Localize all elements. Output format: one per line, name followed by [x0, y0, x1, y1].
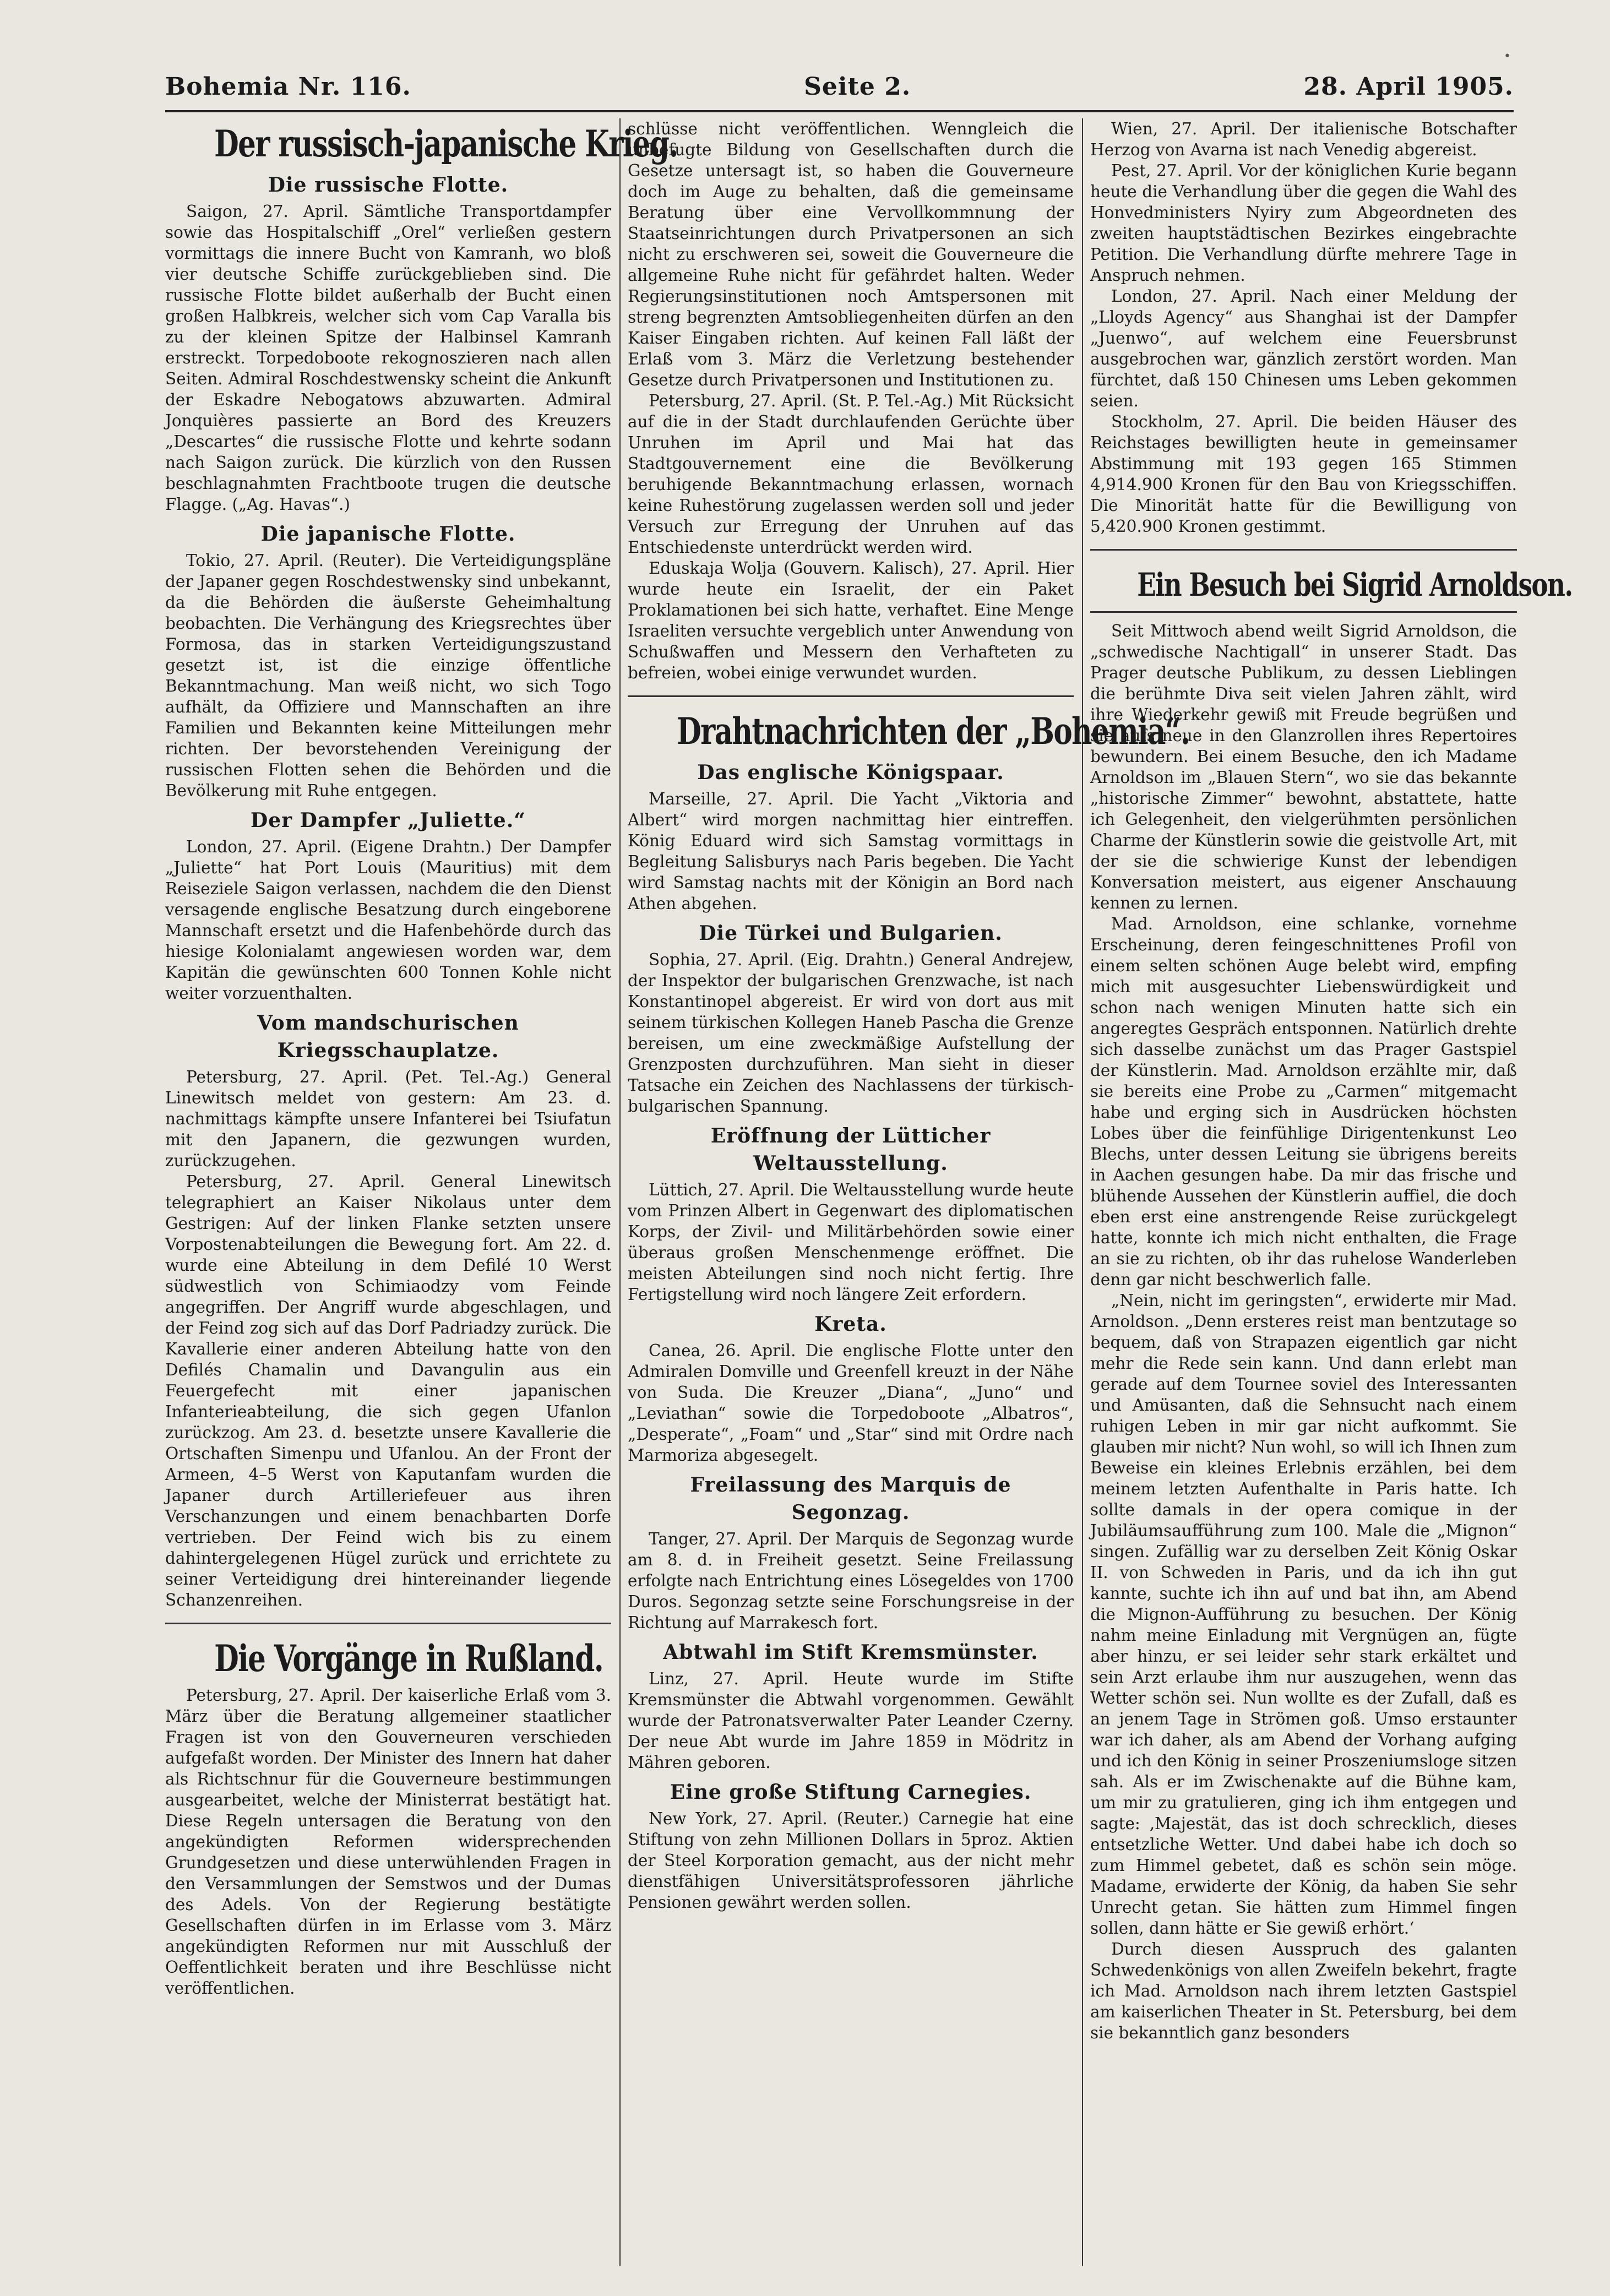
article-paragraph: Canea, 26. April. Die englische Flotte unter den Admiralen Domville und Greenfell kreuzt in der Nähe von Suda. Die Kreuzer „Diana“, „Juno“ und „Leviathan“ sowie die Torpedoboote „Albatros“, „Desperate“, „Foam“ und „Star“ sind mit Ordre nach Marmoriza abgesegelt.: [628, 1341, 1074, 1465]
header-page-number: Seite 2.: [804, 73, 911, 101]
article-separator: [1090, 549, 1517, 551]
article-separator: [1090, 611, 1517, 613]
article-paragraph: Petersburg, 27. April. (Pet. Tel.-Ag.) General Linewitsch meldet von gestern: Am 23. d. nachmittags kämpfte unsere Infanterei bei Tsiufatun mit den Japanern, die gezwungen wurden, zurückzugehen.: [165, 1068, 611, 1170]
article-paragraph: Sophia, 27. April. (Eig. Drahtn.) General Andrejew, der Inspektor der bulgarischen Grenzwache, ist nach Konstantinopel abgereist. Er wird von dort aus mit seinem türkischen Kollegen Haneb Pascha die Grenze bereisen, um eine zweckmäßige Aufstellung der Grenzposten durchzuführen. Man sieht in dieser Tatsache ein Zeichen des Nachlassens der türkisch-bulgarischen Spannung.: [628, 950, 1074, 1116]
article-paragraph: Petersburg, 27. April. (St. P. Tel.-Ag.) Mit Rücksicht auf die in der Stadt durchlaufenden Gerüchte über Unruhen im April und Mai hat das Stadtgouvernement eine die Bevölkerung beruhigende Bekanntmachung erlassen, wornach keine Ruhestörung zugelassen werden soll und jeder Versuch zur Erregung der Unruhen auf das Entschiedenste unterdrückt werden wird.: [628, 391, 1074, 557]
article-paragraph: Lüttich, 27. April. Die Weltausstellung wurde heute vom Prinzen Albert in Gegenwart des diplomatischen Korps, der Zivil- und Militärbehörden sowie einer überaus großen Menschenmenge eröffnet. Die meisten Abteilungen sind noch nicht fertig. Ihre Fertigstellung wird noch längere Zeit erfordern.: [628, 1180, 1074, 1304]
article-paragraph: Linz, 27. April. Heute wurde im Stifte Kremsmünster die Abtwahl vorgenommen. Gewählt wurde der Patronatsverwalter Pater Leander Czerny. Der neue Abt wurde im Jahre 1859 in Mödritz in Mähren geboren.: [628, 1669, 1074, 1772]
column-fade: [628, 2244, 1074, 2266]
article-paragraph: Tanger, 27. April. Der Marquis de Segonzag wurde am 8. d. in Freiheit gesetzt. Seine Freilassung erfolgte nach Entrichtung eines Lösegeldes von 1700 Duros. Segonzag setzte seine Forschungsreise in der Richtung auf Marrakesch fort.: [628, 1530, 1074, 1632]
article-paragraph: London, 27. April. Nach einer Meldung der „Lloyds Agency“ aus Shanghai ist der Dampfer „Juenwo“, auf welchem eine Feuersbrunst ausgebrochen war, gänzlich zerstört worden. Man fürchtet, daß 150 Chinesen ums Leben gekommen seien.: [1090, 287, 1517, 410]
article-paragraph: schlüsse nicht veröffentlichen. Wenngleich die unbefugte Bildung von Gesellschaften durch die Gesetze untersagt ist, so haben die Gouverneure doch im Auge zu behalten, daß die gemeinsame Beratung über eine Vervollkommnung der Staatseinrichtungen durch Privatpersonen an sich nicht zu erschweren sei, soweit die Gouverneure die allgemeine Ruhe nicht für gefährdet halten. Weder Regierungsinstitutionen noch Amtspersonen mit streng begrenzten Amtsobliegenheiten dürfen an den Kaiser Eingaben richten. Auf keinen Fall läßt der Erlaß vom 3. März die Verletzung bestehender Gesetze durch Privatpersonen und Institutionen zu.: [628, 119, 1074, 389]
column-1: [165, 118, 678, 2266]
header-rule: [165, 110, 1514, 112]
section-title: Abtwahl im Stift Kremsmünster.: [663, 1641, 1038, 1664]
article-title-telegrams: Drahtnachrichten der „Bohemia“.: [677, 710, 1190, 753]
page-header: [165, 66, 1514, 107]
article-separator: [628, 695, 1074, 697]
header-date: 28. April 1905.: [1303, 73, 1514, 101]
article-paragraph: Saigon, 27. April. Sämtliche Transportdampfer sowie das Hospitalschiff „Orel“ verließen gestern vormittags die innere Bucht von Kamranh, wo bloß vier deutsche Schiffe zurückgeblieben sind. Die russische Flotte bildet außerhalb der Bucht einen großen Halbkreis, welcher sich vom Cap Varalla bis zu der kleinen Spitze der Halbinsel Kamranh erstreckt. Torpedoboote rekognoszieren nach allen Seiten. Admiral Roschdestwensky scheint die Ankunft der Eskadre Nebogatows abzuwarten. Admiral Jonquières passierte an Bord des Kreuzers „Descartes“ die russische Flotte und kehrte sodann nach Saigon zurück. Die kürzlich von den Russen beschlagnahmten Frachtboote trugen die deutsche Flagge. („Ag. Havas“.): [165, 202, 611, 514]
article-title-russia: Die Vorgänge in Rußland.: [214, 1637, 603, 1680]
article-title-arnoldson: Ein Besuch bei Sigrid Arnoldson.: [1137, 566, 1573, 603]
section-title: Freilassung des Marquis de Segonzag.: [690, 1473, 1011, 1524]
section-title: Das englische Königspaar.: [697, 761, 1004, 784]
section-title: Kreta.: [814, 1313, 887, 1336]
article-paragraph: Eduskaja Wolja (Gouvern. Kalisch), 27. April. Hier wurde heute ein Israelit, der ein Paket Proklamationen bei sich hatte, verhaftet. Eine Menge Israeliten versuchte vergeblich unter Anwendung von Schußwaffen und Messern den Verhafteten zu befreien, wobei einige verwundet wurden.: [628, 559, 1074, 682]
column-2: [628, 118, 1190, 2266]
article-paragraph: „Nein, nicht im geringsten“, erwiderte mir Mad. Arnoldson. „Denn ersteres reist man bentzutage so bequem, daß von Strapazen eigentlich gar nicht mehr die Rede sein kann. Und dann erlebt man gerade auf dem Tournee soviel des Interessanten und Amüsanten, daß die Sehnsucht nach einem ruhigen Leben in mir gar nicht aufkommt. Sie glauben mir nicht? Nun wohl, so will ich Ihnen zum Beweise ein kleines Erlebnis erzählen, bei dem meinem letzten Aufenthalte in Paris hatte. Ich sollte damals in der opera comique in der Jubiläumsaufführung zum 100. Male die „Mignon“ singen. Zufällig war zu derselben Zeit König Oskar II. von Schweden in Paris, und da ich ihn gut kannte, suchte ich ihn auf und bat ihn, am Abend die Mignon-Aufführung zu besuchen. Der König nahm meine Einladung mit Vergnügen an, fügte aber hinzu, er sei leider sehr stark erkältet und sein Arzt erlaube ihm nur auszugehen, wenn das Wetter schön sei. Nun wollte es der Zufall, daß es an jenem Tage in Strömen goß. Umso erstaunter war ich daher, als am Abend der Vorhang aufging und ich den König in seiner Proszeniumsloge sitzen sah. Als er im Zwischenakte auf die Bühne kam, um mir zu gratulieren, ging ich ihm entgegen und sagte: ‚Majestät, das ist doch schrecklich, dieses entsetzliche Wetter. Und dabei habe ich doch so zum Himmel gebetet, daß es schön sein möge. Madame, erwiderte der König, da haben Sie sehr Unrecht getan. Sie hätten zum Himmel fingen sollen, dann hätte er Sie gewiß erhört.‘: [1090, 1291, 1517, 1938]
article-paragraph: Tokio, 27. April. (Reuter). Die Verteidigungspläne der Japaner gegen Roschdestwensky sind unbekannt, da die Behörden die äußerste Geheimhaltung beobachten. Die Verhängung des Kriegsrechtes über Formosa, das in starken Verteidigungszustand gesetzt ist, ist die einzige öffentliche Bekanntmachung. Man weiß nicht, wo sich Togo aufhält, da Offiziere und Mannschaften an ihre Familien und Bekannten keine Mitteilungen mehr richten. Der bevorstehenden Vereinigung der russischen Flotten sehen die Behörden und die Bevölkerung mit Ruhe entgegen.: [165, 551, 611, 800]
article-paragraph: Seit Mittwoch abend weilt Sigrid Arnoldson, die „schwedische Nachtigall“ in unserer Stadt. Das Prager deutsche Publikum, zu dessen Lieblingen die berühmte Diva seit vielen Jahren zählt, wird ihre Wiederkehr gewiß mit Freude begrüßen und sie aufs neue in den Glanzrollen ihres Repertoires bewundern. Bei einem Besuche, den ich Madame Arnoldson im „Blauen Stern“, wo sie das bekannte „historische Zimmer“ bewohnt, abstattete, hatte ich Gelegenheit, den vielgerühmten persönlichen Charme der Künstlerin sowie die geistvolle Art, mit der sie die schwierige Kunst der lebendigen Konversation meistert, aus eigener Anschauung kennen zu lernen.: [1090, 622, 1517, 912]
section-title: Eine große Stiftung Carnegies.: [670, 1781, 1032, 1804]
article-separator: [165, 1623, 611, 1624]
column-fade: [165, 2244, 611, 2266]
article-paragraph: London, 27. April. (Eigene Drahtn.) Der Dampfer „Juliette“ hat Port Louis (Mauritius) mit dem Reiseziele Saigon verlassen, nachdem die den Dienst versagende englische Besatzung durch eingeborene Mannschaft ersetzt und die Hafenbehörde durch das hiesige Kolonialamt angewiesen worden war, dem Kapitän die gewünschten 600 Tonnen Kohle nicht weiter vorzuenthalten.: [165, 837, 611, 1003]
article-title-war: Der russisch-japanische Krieg.: [214, 122, 678, 165]
section-title: Die russische Flotte.: [268, 173, 509, 197]
article-paragraph: Petersburg, 27. April. Der kaiserliche Erlaß vom 3. März über die Beratung allgemeiner staatlicher Fragen ist von den Gouverneuren verschieden aufgefaßt worden. Der Minister des Innern hat daher als Richtschnur für die Gouverneure bestimmungen ausgearbeitet, welche der Ministerrat bestätigt hat. Diese Regeln untersagen die Beratung von den angekündigten Reformen widersprechenden Grundgesetzen und diese unterwühlenden Fragen in den Versammlungen der Semstwos und der Dumas des Adels. Von der Regierung bestätigte Gesellschaften dürfen in im Erlasse vom 3. März angekündigten Reformen nur mit Ausschluß der Oeffentlichkeit beraten und ihre Beschlüsse nicht veröffentlichen.: [165, 1686, 611, 1998]
article-paragraph: Petersburg, 27. April. General Linewitsch telegraphiert an Kaiser Nikolaus unter dem Gestrigen: Auf der linken Flanke setzten unsere Vorpostenabteilungen die Bewegung fort. Am 22. d. wurde eine Abteilung in dem Defilé 10 Werst südwestlich von Schimiaodzy vom Feinde angegriffen. Der Angriff wurde abgeschlagen, und der Feind zog sich auf das Dorf Padriadzy zurück. Die Kavallerie einer anderen Abteilung hatte von den Defilés Chamalin und Davangulin aus ein Feuergefecht mit einer japanischen Infanterieabteilung, die sich gegen Ufanlon zurückzog. Am 23. d. besetzte unsere Kavallerie die Ortschaften Simenpu und Ufanlou. An der Front der Armeen, 4–5 Werst von Kaputanfam wurden die Japaner durch Artilleriefeuer aus ihren Verschanzungen und einem benachbarten Dorfe vertrieben. Der Feind wich bis zu einem dahintergelegenen Hügel zurück und errichtete zu seiner Verteidigung drei hintereinander liegende Schanzenreihen.: [165, 1172, 611, 1609]
column-fade: [1090, 2244, 1517, 2266]
header-issue: Bohemia Nr. 116.: [165, 73, 411, 101]
article-paragraph: Durch diesen Ausspruch des galanten Schwedenkönigs von allen Zweifeln bekehrt, fragte ich Mad. Arnoldson nach ihrem letzten Gastspiel am kaiserlichen Theater in St. Petersburg, bei dem sie bekanntlich ganz besonders: [1090, 1940, 1517, 2042]
section-title: Die japanische Flotte.: [260, 523, 516, 546]
page-corner-mark: •: [1504, 50, 1511, 63]
article-paragraph: Pest, 27. April. Vor der königlichen Kurie begann heute die Verhandlung über die gegen die Wahl des Honvedministers Nyiry zum Abgeordneten des zweiten hauptstädtischen Bezirkes eingebrachte Petition. Die Verhandlung dürfte mehrere Tage in Anspruch nehmen.: [1090, 161, 1517, 285]
section-title: Vom mandschurischen Kriegsschauplatze.: [257, 1011, 519, 1062]
article-paragraph: Marseille, 27. April. Die Yacht „Viktoria and Albert“ wird morgen nachmittag hier eintreffen. König Eduard wird sich Samstag vormittags in Begleitung Salisburys nach Paris begeben. Die Yacht wird Samstag nachts mit der Königin an Bord nach Athen abgehen.: [628, 790, 1074, 913]
column-rule-1: [619, 118, 621, 2266]
article-paragraph: Wien, 27. April. Der italienische Botschafter Herzog von Avarna ist nach Venedig abgereist.: [1090, 119, 1517, 159]
article-paragraph: Mad. Arnoldson, eine schlanke, vornehme Erscheinung, deren feingeschnittenes Profil von einem selten schönen Auge belebt wird, empfing mich mit ausgesuchter Liebenswürdigkeit und schon nach wenigen Minuten hatte sich ein angeregtes Gespräch entsponnen. Natürlich drehte sich dasselbe zunächst um das Prager Gastspiel der Künstlerin. Mad. Arnoldson erzählte mir, daß sie bereits eine Probe zu „Carmen“ mitgemacht habe und erging sich in Ausdrücken höchsten Lobes über die feinfühlige Dirigentenkunst Leo Blechs, unter dessen Leitung sie übrigens bereits in Aachen gesungen habe. Da mir das frische und blühende Aussehen der Künstlerin auffiel, die doch eben erst eine anstrengende Reise zurückgelegt hatte, konnte ich mich nicht enthalten, die Frage an sie zu richten, ob ihr das ruhelose Wanderleben denn gar nicht beschwerlich falle.: [1090, 915, 1517, 1289]
section-title: Die Türkei und Bulgarien.: [699, 922, 1003, 945]
section-title: Der Dampfer „Juliette.“: [251, 809, 526, 832]
column-rule-2: [1082, 118, 1083, 2266]
section-title: Eröffnung der Lütticher Weltausstellung.: [710, 1124, 991, 1175]
article-paragraph: Stockholm, 27. April. Die beiden Häuser des Reichstages bewilligten heute in gemeinsamer Abstimmung mit 193 gegen 165 Stimmen 4,914.900 Kronen für den Bau von Kriegsschiffen. Die Minorität hatte für die Bewilligung von 5,420.900 Kronen gestimmt.: [1090, 412, 1517, 536]
column-3: [1090, 118, 1573, 2266]
article-paragraph: New York, 27. April. (Reuter.) Carnegie hat eine Stiftung von zehn Millionen Dollars in 5proz. Aktien der Steel Korporation gemacht, aus der nicht mehr dienstfähigen Universitätsprofessoren jährliche Pensionen gewährt werden sollen.: [628, 1809, 1074, 1912]
